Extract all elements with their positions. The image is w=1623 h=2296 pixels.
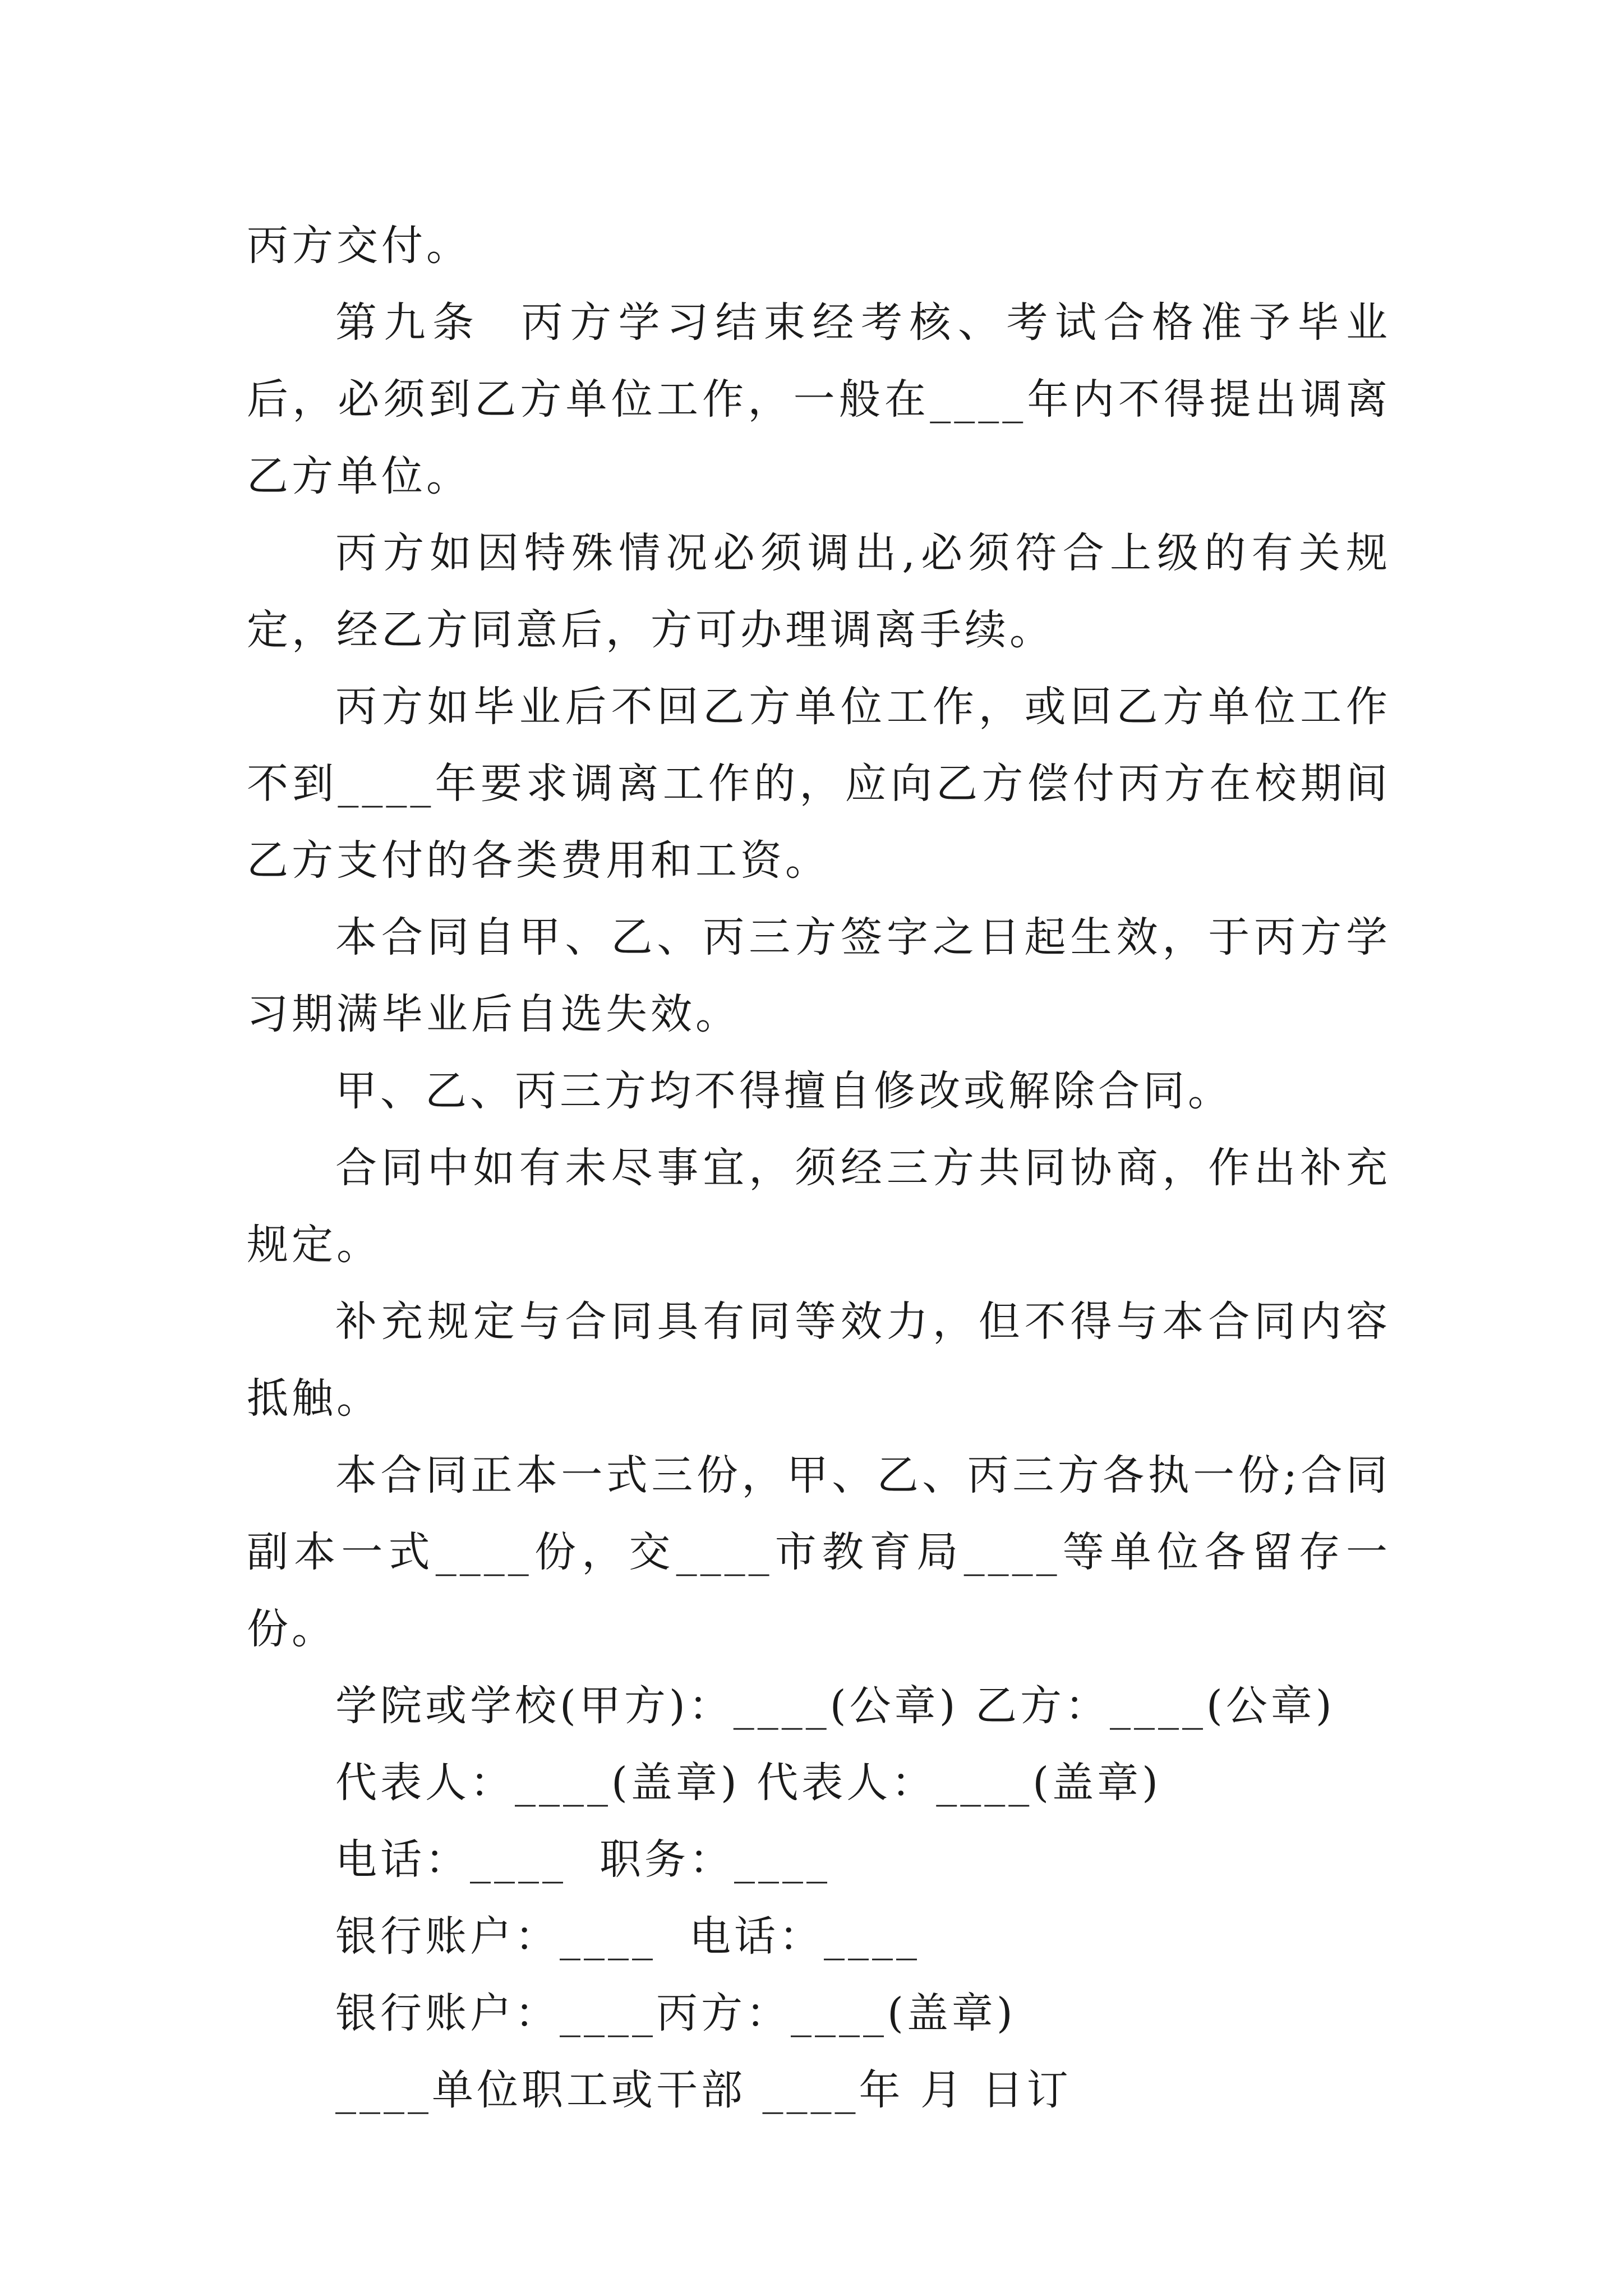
paragraph-copies: 本合同正本一式三份，甲、乙、丙三方各执一份;合同副本一式____份，交____市教育局____等单位各留存一份。	[247, 1451, 1391, 1653]
signature-line-date: ____单位职工或干部 ____年 月 日订	[335, 2066, 1072, 2114]
paragraph-article-9: 第九条 丙方学习结束经考核、考试合格准予毕业后，必须到乙方单位工作，一般在____年内不得提出调离乙方单位。	[247, 298, 1391, 500]
paragraph-1: 丙方交付。	[247, 222, 471, 270]
paragraph-compensation: 丙方如毕业后不回乙方单位工作，或回乙方单位工作不到____年要求调离工作的，应向乙方偿付丙方在校期间乙方支付的各类费用和工资。	[247, 683, 1391, 885]
signature-line-representative: 代表人：____(盖章) 代表人：____(盖章)	[335, 1759, 1162, 1807]
paragraph-supplement: 合同中如有未尽事宜，须经三方共同协商，作出补充规定。	[247, 1144, 1391, 1269]
paragraph-effective: 本合同自甲、乙、丙三方签字之日起生效，于丙方学习期满毕业后自选失效。	[247, 913, 1391, 1038]
document-body	[247, 208, 1391, 2129]
signature-line-school: 学院或学校(甲方)：____(公章) 乙方：____(公章)	[335, 1682, 1335, 1730]
paragraph-supplement-validity: 补充规定与合同具有同等效力，但不得与本合同内容抵触。	[247, 1297, 1391, 1423]
paragraph-no-modify: 甲、乙、丙三方均不得擅自修改或解除合同。	[335, 1067, 1233, 1115]
signature-line-phone: 电话：____ 职务：____	[335, 1835, 831, 1884]
signature-line-bank-party-c: 银行账户：____丙方：____(盖章)	[335, 1989, 1016, 2037]
signature-line-bank: 银行账户：____ 电话：____	[335, 1912, 921, 1961]
paragraph-transfer-rules: 丙方如因特殊情况必须调出,必须符合上级的有关规定，经乙方同意后，方可办理调离手续。	[247, 529, 1391, 654]
